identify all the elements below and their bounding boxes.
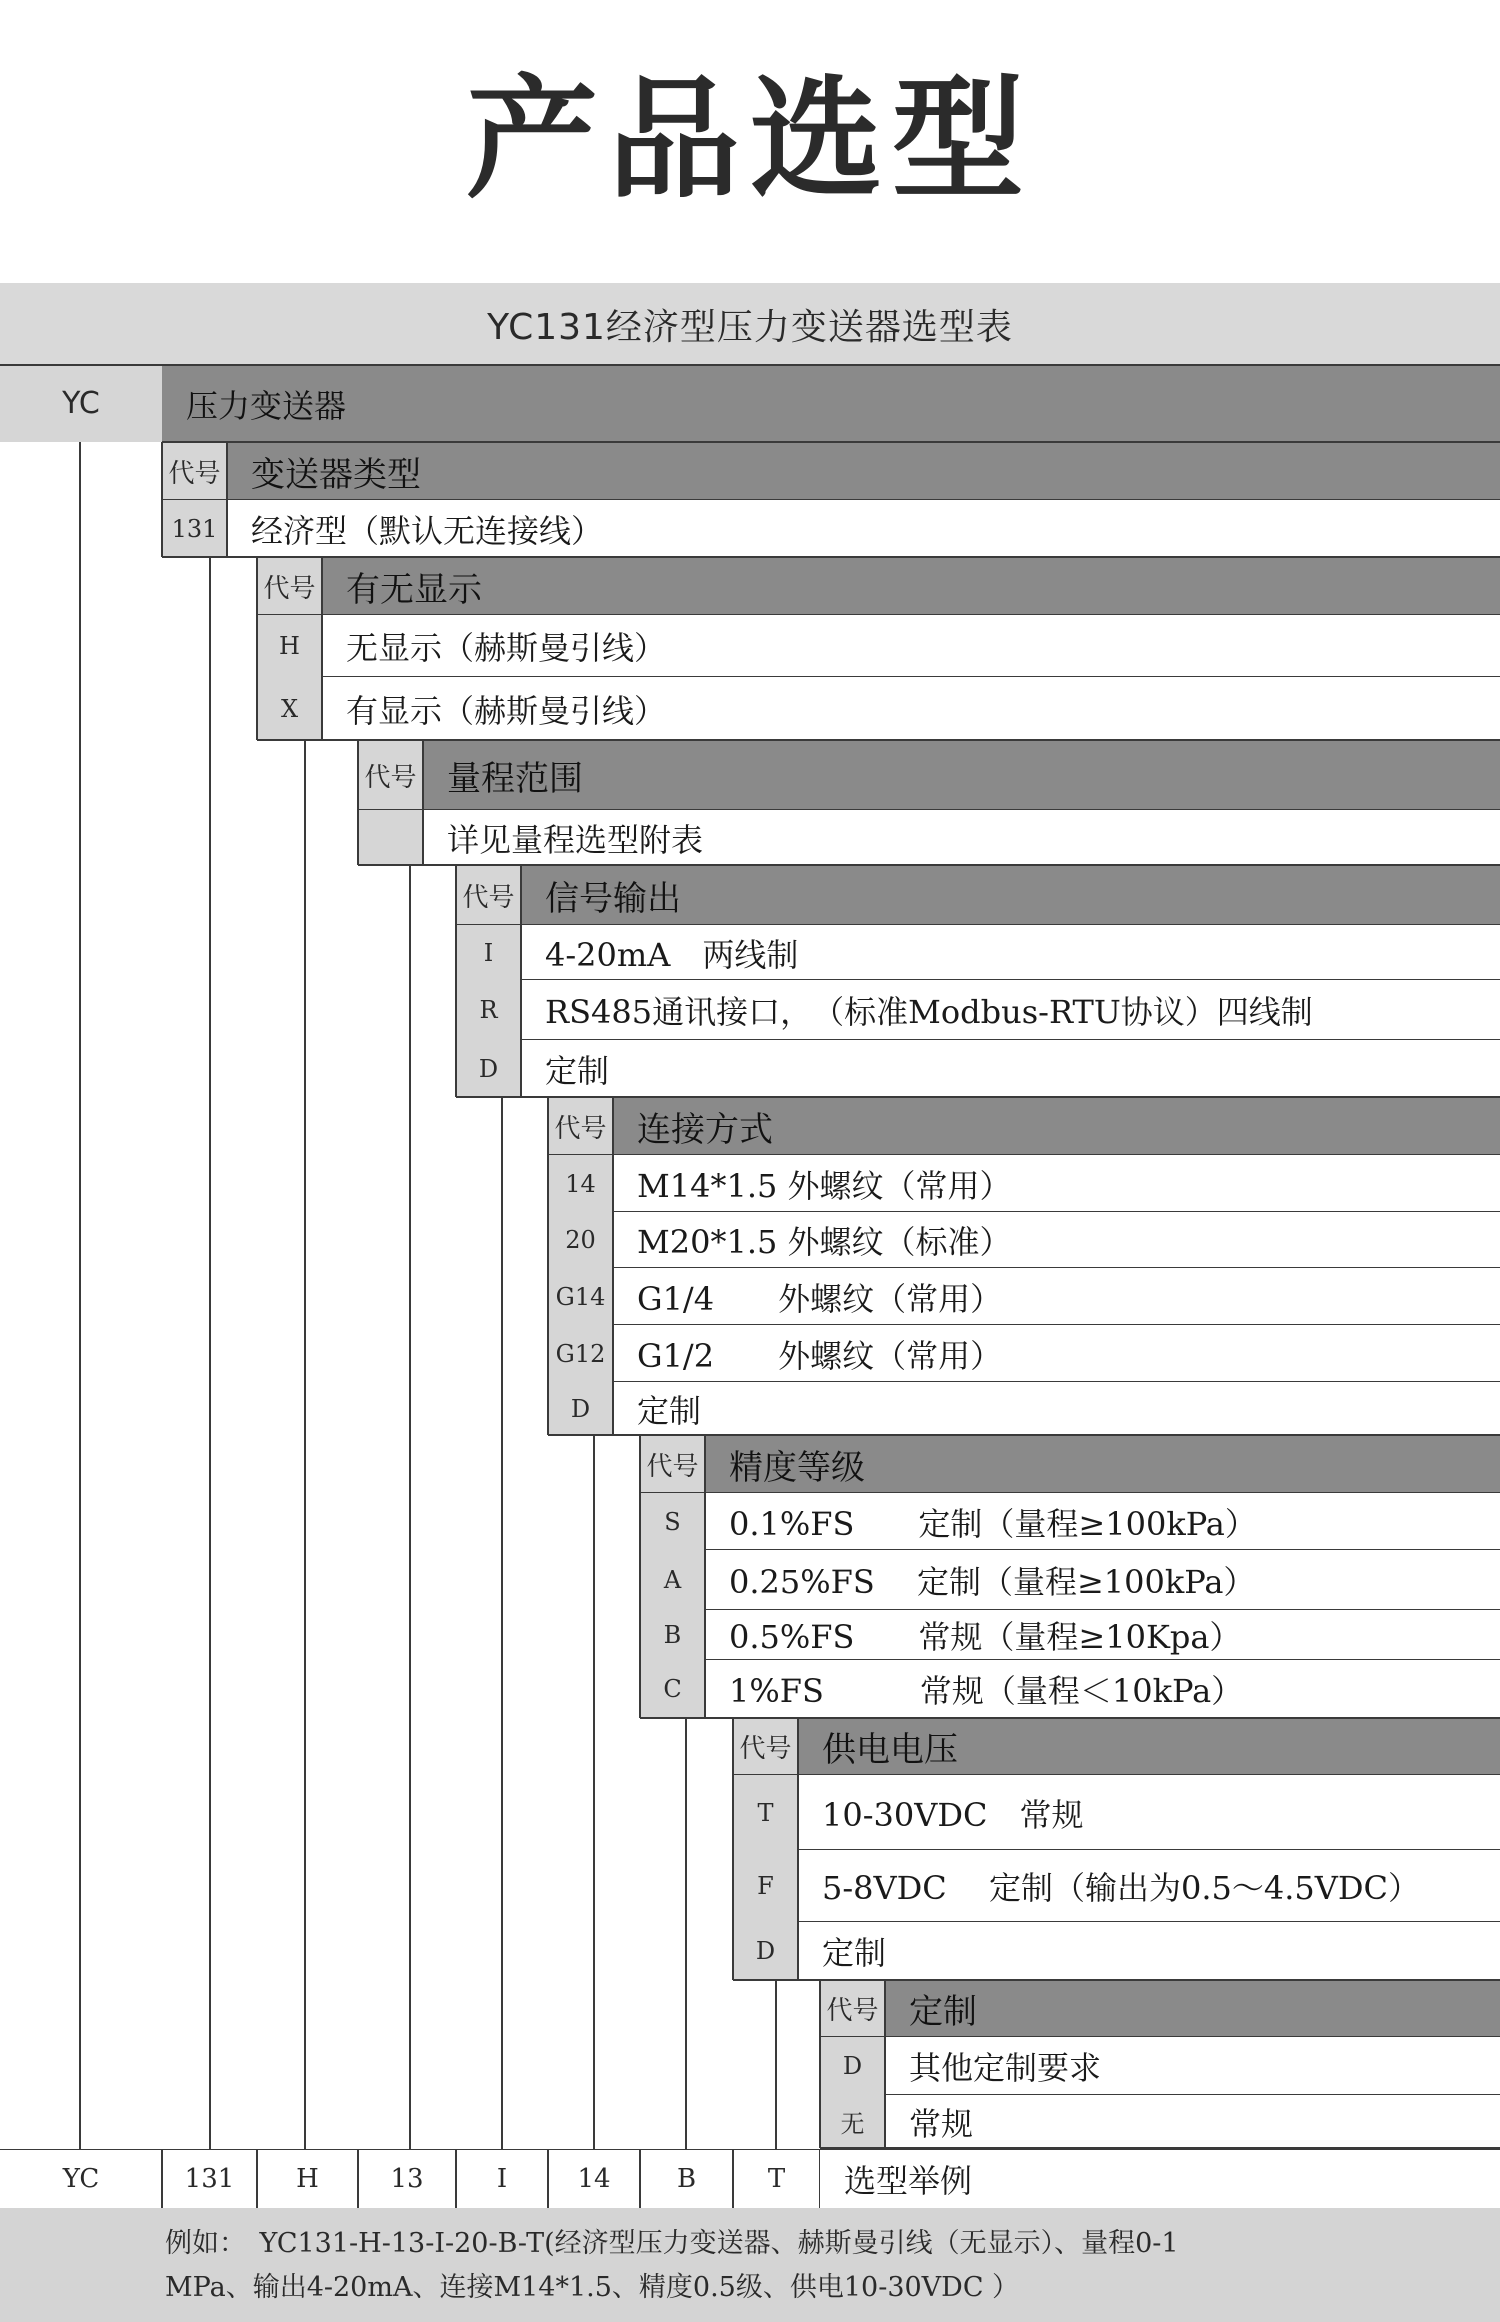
example-note (0, 2208, 1500, 2322)
connector-line (797, 1718, 799, 1980)
group-5-option-code: G14 (548, 1268, 613, 1325)
group-3-title: 量程范围 (423, 740, 1500, 810)
group-5-option-code: 14 (548, 1155, 613, 1212)
group-3-option-code (358, 810, 423, 865)
connector-line (501, 1097, 503, 2150)
group-8-option-code: 无 (820, 2095, 885, 2148)
example-code: H (257, 2150, 358, 2208)
connector-line (161, 442, 163, 557)
group-5-option-desc: G1/4 外螺纹（常用） (613, 1268, 1500, 1325)
table-title: YC131经济型压力变送器选型表 (0, 283, 1500, 365)
example-code: T (733, 2150, 820, 2208)
row-rule (733, 1717, 1500, 1719)
row-rule (358, 864, 423, 866)
group-6-option-desc: 0.1%FS 定制（量程≥100kPa） (705, 1493, 1500, 1550)
group-5-option-desc: M20*1.5 外螺纹（标准） (613, 1212, 1500, 1268)
group-1-option-desc: 经济型（默认无连接线） (227, 500, 1500, 557)
group-2-option-code: X (257, 677, 322, 740)
group-8-code-header: 代号 (820, 1980, 885, 2037)
group-4-option-code: R (456, 980, 521, 1040)
row-rule (640, 1717, 705, 1719)
connector-line (357, 2150, 359, 2208)
group-4-code-header: 代号 (456, 865, 521, 925)
group-8-option-desc: 常规 (885, 2095, 1500, 2148)
connector-line (422, 740, 424, 865)
group-7-option-code: T (733, 1775, 798, 1850)
group-5-option-code: 20 (548, 1212, 613, 1268)
group-1-code-header: 代号 (162, 442, 227, 500)
connector-line (593, 1435, 595, 2150)
group-8-option-desc: 其他定制要求 (885, 2037, 1500, 2095)
group-6-option-code: S (640, 1493, 705, 1550)
row-rule (548, 1096, 1500, 1098)
connector-line (226, 442, 228, 557)
connector-line (819, 1980, 821, 2148)
row-rule (820, 1979, 1500, 1981)
group-2-option-code: H (257, 615, 322, 677)
example-code: 14 (548, 2150, 640, 2208)
group-5-option-code: G12 (548, 1325, 613, 1382)
group-6-option-desc: 0.5%FS 常规（量程≥10Kpa） (705, 1610, 1500, 1660)
connector-line (321, 557, 323, 740)
group-7-option-code: F (733, 1850, 798, 1922)
example-code: 131 (162, 2150, 257, 2208)
example-code: YC (0, 2150, 162, 2208)
group-6-code-header: 代号 (640, 1435, 705, 1493)
connector-line (161, 2150, 163, 2208)
group-4-option-desc: 4-20mA 两线制 (521, 925, 1500, 980)
connector-line (639, 1435, 641, 1718)
connector-line (612, 1097, 614, 1435)
connector-line (455, 865, 457, 1097)
row-rule (0, 364, 1500, 366)
group-2-title: 有无显示 (322, 557, 1500, 615)
row-rule (257, 739, 322, 741)
group-2-option-desc: 无显示（赫斯曼引线） (322, 615, 1500, 677)
group-8-option-code: D (820, 2037, 885, 2095)
group-5-option-desc: 定制 (613, 1382, 1500, 1435)
group-6-title: 精度等级 (705, 1435, 1500, 1493)
connector-line (547, 2150, 549, 2208)
connector-line (455, 2150, 457, 2208)
connector-line (209, 557, 211, 2150)
root-label: 压力变送器 (162, 365, 1500, 442)
row-rule (257, 556, 1500, 558)
connector-line (732, 1718, 734, 1980)
group-6-option-code: C (640, 1660, 705, 1718)
group-5-option-desc: G1/2 外螺纹（常用） (613, 1325, 1500, 1382)
example-code: 13 (358, 2150, 456, 2208)
group-7-option-desc: 5-8VDC 定制（输出为0.5～4.5VDC） (798, 1850, 1500, 1922)
group-4-title: 信号输出 (521, 865, 1500, 925)
group-6-option-desc: 0.25%FS 定制（量程≥100kPa） (705, 1550, 1500, 1610)
group-6-option-code: A (640, 1550, 705, 1610)
row-rule (358, 739, 1500, 741)
connector-line (547, 1097, 549, 1435)
group-3-code-header: 代号 (358, 740, 423, 810)
example-code: I (456, 2150, 548, 2208)
connector-line (775, 1980, 777, 2150)
connector-line (884, 1980, 886, 2148)
group-5-code-header: 代号 (548, 1097, 613, 1155)
row-rule (640, 1434, 1500, 1436)
group-1-option-code: 131 (162, 500, 227, 557)
row-rule (456, 1096, 521, 1098)
connector-line (256, 2150, 258, 2208)
group-5-option-desc: M14*1.5 外螺纹（常用） (613, 1155, 1500, 1212)
group-7-code-header: 代号 (733, 1718, 798, 1775)
group-6-option-desc: 1%FS 常规（量程＜10kPa） (705, 1660, 1500, 1718)
group-5-title: 连接方式 (613, 1097, 1500, 1155)
group-7-option-desc: 定制 (798, 1922, 1500, 1980)
connector-line (256, 557, 258, 740)
group-7-title: 供电电压 (798, 1718, 1500, 1775)
connector-line (357, 740, 359, 865)
example-note-line-1: 例如： YC131-H-13-I-20-B-T(经济型压力变送器、赫斯曼引线（无显示）、量程0-1 (165, 2228, 1179, 2259)
group-4-option-code: D (456, 1040, 521, 1097)
connector-line (520, 865, 522, 1097)
example-code: B (640, 2150, 733, 2208)
group-4-option-desc: RS485通讯接口， （标准Modbus-RTU协议）四线制 (521, 980, 1500, 1040)
group-4-option-code: I (456, 925, 521, 980)
group-1-title: 变送器类型 (227, 442, 1500, 500)
connector-line (639, 2150, 641, 2208)
group-8-title: 定制 (885, 1980, 1500, 2037)
example-row-label: 选型举例 (820, 2150, 1500, 2208)
row-rule (456, 864, 1500, 866)
root-code: YC (0, 365, 162, 442)
connector-line (409, 865, 411, 2150)
row-rule (548, 1434, 613, 1436)
group-6-option-code: B (640, 1610, 705, 1660)
group-2-option-desc: 有显示（赫斯曼引线） (322, 677, 1500, 740)
page-title: 产品选型 (466, 63, 1034, 217)
connector-line (304, 740, 306, 2150)
group-2-code-header: 代号 (257, 557, 322, 615)
connector-line (685, 1718, 687, 2150)
group-7-option-desc: 10-30VDC 常规 (798, 1775, 1500, 1850)
row-rule (733, 1979, 798, 1981)
group-4-option-desc: 定制 (521, 1040, 1500, 1097)
row-rule (162, 441, 1500, 443)
connector-line (704, 1435, 706, 1718)
example-note-line-2: MPa、输出4-20mA、连接M14*1.5、精度0.5级、供电10-30VDC ） (165, 2272, 1020, 2303)
connector-line (79, 442, 81, 2150)
group-5-option-code: D (548, 1382, 613, 1435)
group-7-option-code: D (733, 1922, 798, 1980)
connector-line (732, 2150, 734, 2208)
group-3-option-desc: 详见量程选型附表 (423, 810, 1500, 865)
row-rule (162, 556, 227, 558)
